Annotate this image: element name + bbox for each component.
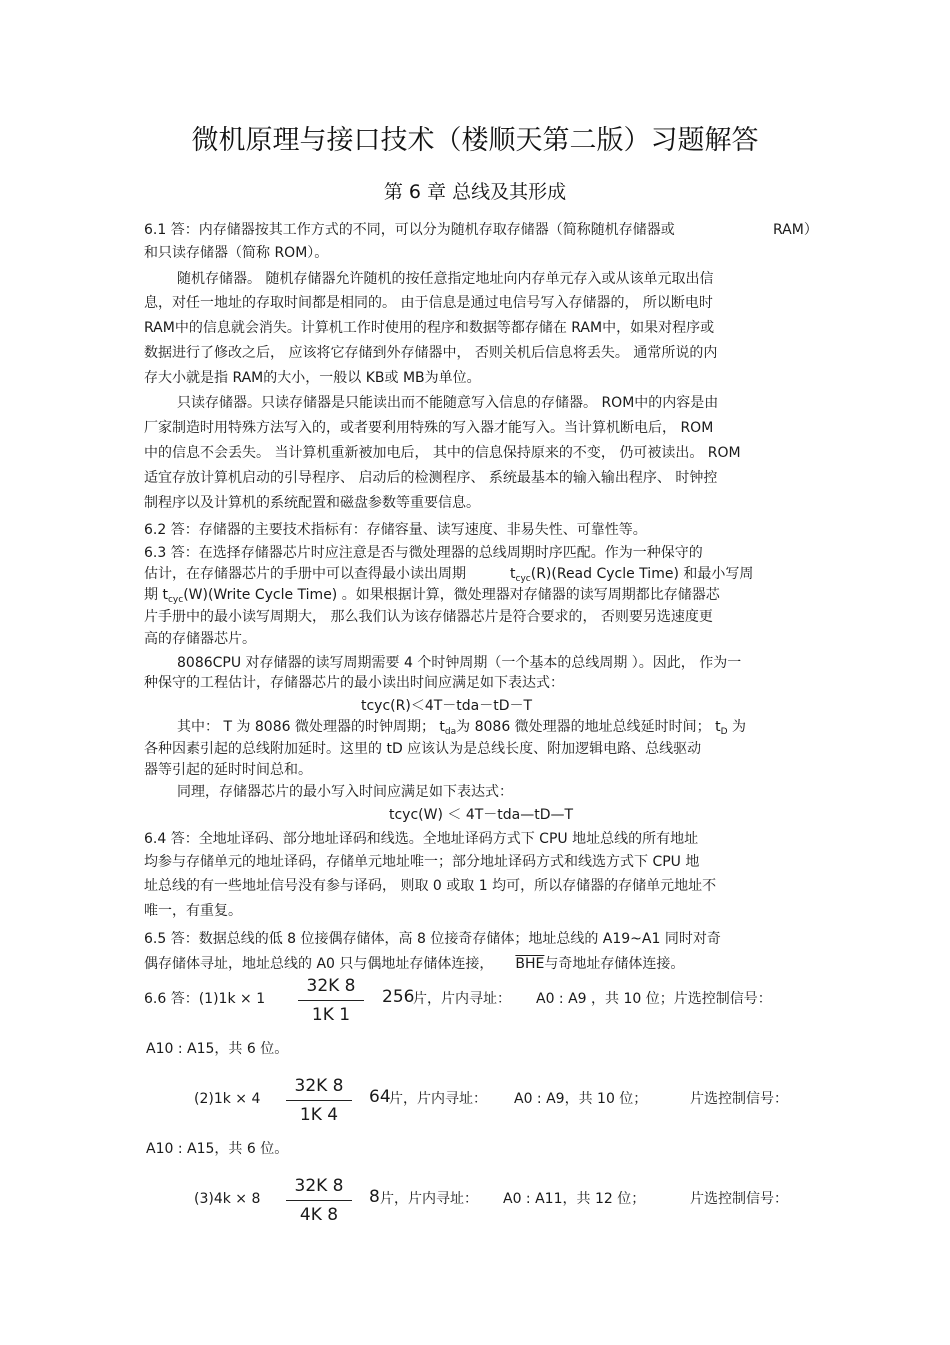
answer-6-6-part2-label: (2)1k × 4 bbox=[194, 1091, 261, 1107]
text-run: 期 t bbox=[144, 587, 168, 603]
fraction-numerator: 32K 8 bbox=[286, 1176, 352, 1201]
fraction bbox=[286, 1076, 352, 1125]
paragraph-line bbox=[177, 718, 746, 741]
answer-6-2-line: 6.2 答：存储器的主要技术指标有：存储容量、读写速度、非易失性、可靠性等。 bbox=[144, 522, 647, 538]
answer-6-4-line: 唯一，有重复。 bbox=[144, 903, 242, 919]
text-run: 为 bbox=[727, 719, 747, 735]
subscript: D bbox=[720, 727, 728, 737]
fraction-denominator: 4K 8 bbox=[299, 1205, 339, 1225]
fraction bbox=[298, 976, 364, 1025]
answer-6-5-line: 6.5 答：数据总线的低 8 位接偶存储体，高 8 位接奇存储体；地址总线的 A19~A1 同时对奇 bbox=[144, 931, 721, 947]
chapter-heading: 第 6 章 总线及其形成 bbox=[383, 181, 567, 203]
answer-6-1-line: 和只读存储器（简称 ROM）。 bbox=[144, 245, 329, 261]
fraction-numerator: 32K 8 bbox=[286, 1076, 352, 1101]
chip-count: 256 bbox=[382, 987, 415, 1007]
answer-6-4-line: 址总线的有一些地址信号没有参与译码， 则取 0 或取 1 均可，所以存储器的存储单元地址不 bbox=[144, 878, 717, 894]
answer-6-4-line: 6.4 答：全地址译码、部分地址译码和线选。全地址译码方式下 CPU 地址总线的所有地址 bbox=[144, 831, 699, 847]
bhe-signal: $\overline{BHE}$ bbox=[515, 956, 545, 972]
answer-6-6-part3-label: (3)4k × 8 bbox=[194, 1191, 261, 1207]
fraction-numerator: 32K 8 bbox=[298, 976, 364, 1001]
fraction-denominator: 1K 1 bbox=[311, 1005, 351, 1025]
address-range: A0 : A11，共 12 位； bbox=[503, 1191, 646, 1207]
text-run: 片，片内寻址： bbox=[413, 991, 511, 1007]
paragraph-line: RAM中的信息就会消失。计算机工作时使用的程序和数据等都存储在 RAM中，如果对程序或 bbox=[144, 320, 715, 336]
text-run: 片选控制信号： bbox=[690, 1091, 788, 1107]
chip-count: 64 bbox=[369, 1087, 391, 1107]
chip-select-range: A10 : A15，共 6 位。 bbox=[146, 1041, 289, 1057]
paragraph-line: 息，对任一地址的存取时间都是相同的。 由于信息是通过电信号写入存储器的， 所以断电时 bbox=[144, 295, 713, 311]
formula-write-time: tcyc(W) ＜ 4T－tda—tD—T bbox=[389, 807, 574, 823]
text-run: t bbox=[510, 566, 516, 582]
paragraph-line: 只读存储器。只读存储器是只能读出而不能随意写入信息的存储器。 ROM中的内容是由 bbox=[177, 395, 719, 411]
paragraph-line: 适宜存放计算机启动的引导程序、 启动后的检测程序、 系统最基本的输入输出程序、 时钟控 bbox=[144, 470, 718, 486]
text-run: 片，片内寻址： bbox=[380, 1191, 478, 1207]
text-run: 估计，在存储器芯片的手册中可以查得最小读出周期 bbox=[144, 566, 466, 582]
paragraph-line: 片手册中的最小读写周期大， 那么我们认为该存储器芯片是符合要求的， 否则要另选速度更 bbox=[144, 609, 713, 625]
answer-6-3-line bbox=[144, 565, 753, 588]
text-run: (W)(Write Cycle Time) 。如果根据计算，微处理器对存储器的读写周期都比存储器芯 bbox=[183, 587, 720, 603]
paragraph-line: 厂家制造时用特殊方法写入的，或者要利用特殊的写入器才能写入。当计算机断电后， ROM bbox=[144, 420, 714, 436]
text-run: 为 8086 微处理器的地址总线延时时间； t bbox=[456, 719, 721, 735]
chip-count: 8 bbox=[369, 1187, 380, 1207]
subscript: cyc bbox=[515, 574, 531, 584]
answer-6-3-line: 6.3 答：在选择存储器芯片时应注意是否与微处理器的总线周期时序匹配。作为一种保守的 bbox=[144, 545, 703, 561]
answer-6-1-ram: RAM） bbox=[773, 222, 818, 238]
answer-6-4-line: 均参与存储单元的地址译码，存储单元地址唯一；部分地址译码方式和线选方式下 CPU 地 bbox=[144, 854, 700, 870]
address-range: A0 : A9 ，共 10 位；片选控制信号： bbox=[536, 991, 772, 1007]
text-run: 与奇地址存储体连接。 bbox=[544, 956, 685, 972]
paragraph-line: 高的存储器芯片。 bbox=[144, 631, 256, 647]
paragraph-line: 同理，存储器芯片的最小写入时间应满足如下表达式： bbox=[177, 784, 513, 800]
paragraph-line: 各种因素引起的总线附加延时。这里的 tD 应该认为是总线长度、附加逻辑电路、总线驱动 bbox=[144, 741, 702, 757]
paragraph-line: 随机存储器。 随机存储器允许随机的按任意指定地址向内存单元存入或从该单元取出信 bbox=[177, 271, 714, 287]
answer-6-3-line bbox=[144, 586, 720, 609]
paragraph-line: 数据进行了修改之后， 应该将它存储到外存储器中， 否则关机后信息将丢失。 通常所说的内 bbox=[144, 345, 718, 361]
paragraph-line: 中的信息不会丢失。 当计算机重新被加电后， 其中的信息保持原来的不变， 仍可被读出。 ROM bbox=[144, 445, 741, 461]
paragraph-line: 存大小就是指 RAM的大小，一般以 KB或 MB为单位。 bbox=[144, 370, 481, 386]
paragraph-line: 8086CPU 对存储器的读写周期需要 4 个时钟周期（一个基本的总线周期 ）。因此， 作为一 bbox=[177, 655, 742, 671]
formula-read-time: tcyc(R)＜4T－tda－tD－T bbox=[361, 698, 533, 714]
paragraph-line: 制程序以及计算机的系统配置和磁盘参数等重要信息。 bbox=[144, 495, 480, 511]
chip-select-range: A10 : A15，共 6 位。 bbox=[146, 1141, 289, 1157]
paragraph-line: 器等引起的延时时间总和。 bbox=[144, 762, 312, 778]
text-run: (R)(Read Cycle Time) 和最小写周 bbox=[530, 566, 754, 582]
fraction bbox=[286, 1176, 352, 1225]
paragraph-line: 种保守的工程估计，存储器芯片的最小读出时间应满足如下表达式： bbox=[144, 675, 564, 691]
fraction-denominator: 1K 4 bbox=[299, 1105, 339, 1125]
text-run: 片，片内寻址： bbox=[389, 1091, 487, 1107]
answer-6-5-line bbox=[144, 955, 684, 973]
answer-6-6-part1-label: 6.6 答：(1)1k × 1 bbox=[144, 991, 266, 1007]
text-run: 其中： T 为 8086 微处理器的时钟周期； t bbox=[177, 719, 445, 735]
document-title: 微机原理与接口技术（楼顺天第二版）习题解答 bbox=[191, 125, 759, 156]
text-run: 片选控制信号： bbox=[690, 1191, 788, 1207]
text-run: 偶存储体寻址，地址总线的 A0 只与偶地址存储体连接， bbox=[144, 956, 494, 972]
subscript: da bbox=[444, 727, 457, 737]
address-range: A0 : A9，共 10 位； bbox=[514, 1091, 648, 1107]
subscript: cyc bbox=[167, 595, 184, 605]
answer-6-1-line: 6.1 答：内存储器按其工作方式的不同，可以分为随机存取存储器（简称随机存储器或 bbox=[144, 222, 675, 238]
